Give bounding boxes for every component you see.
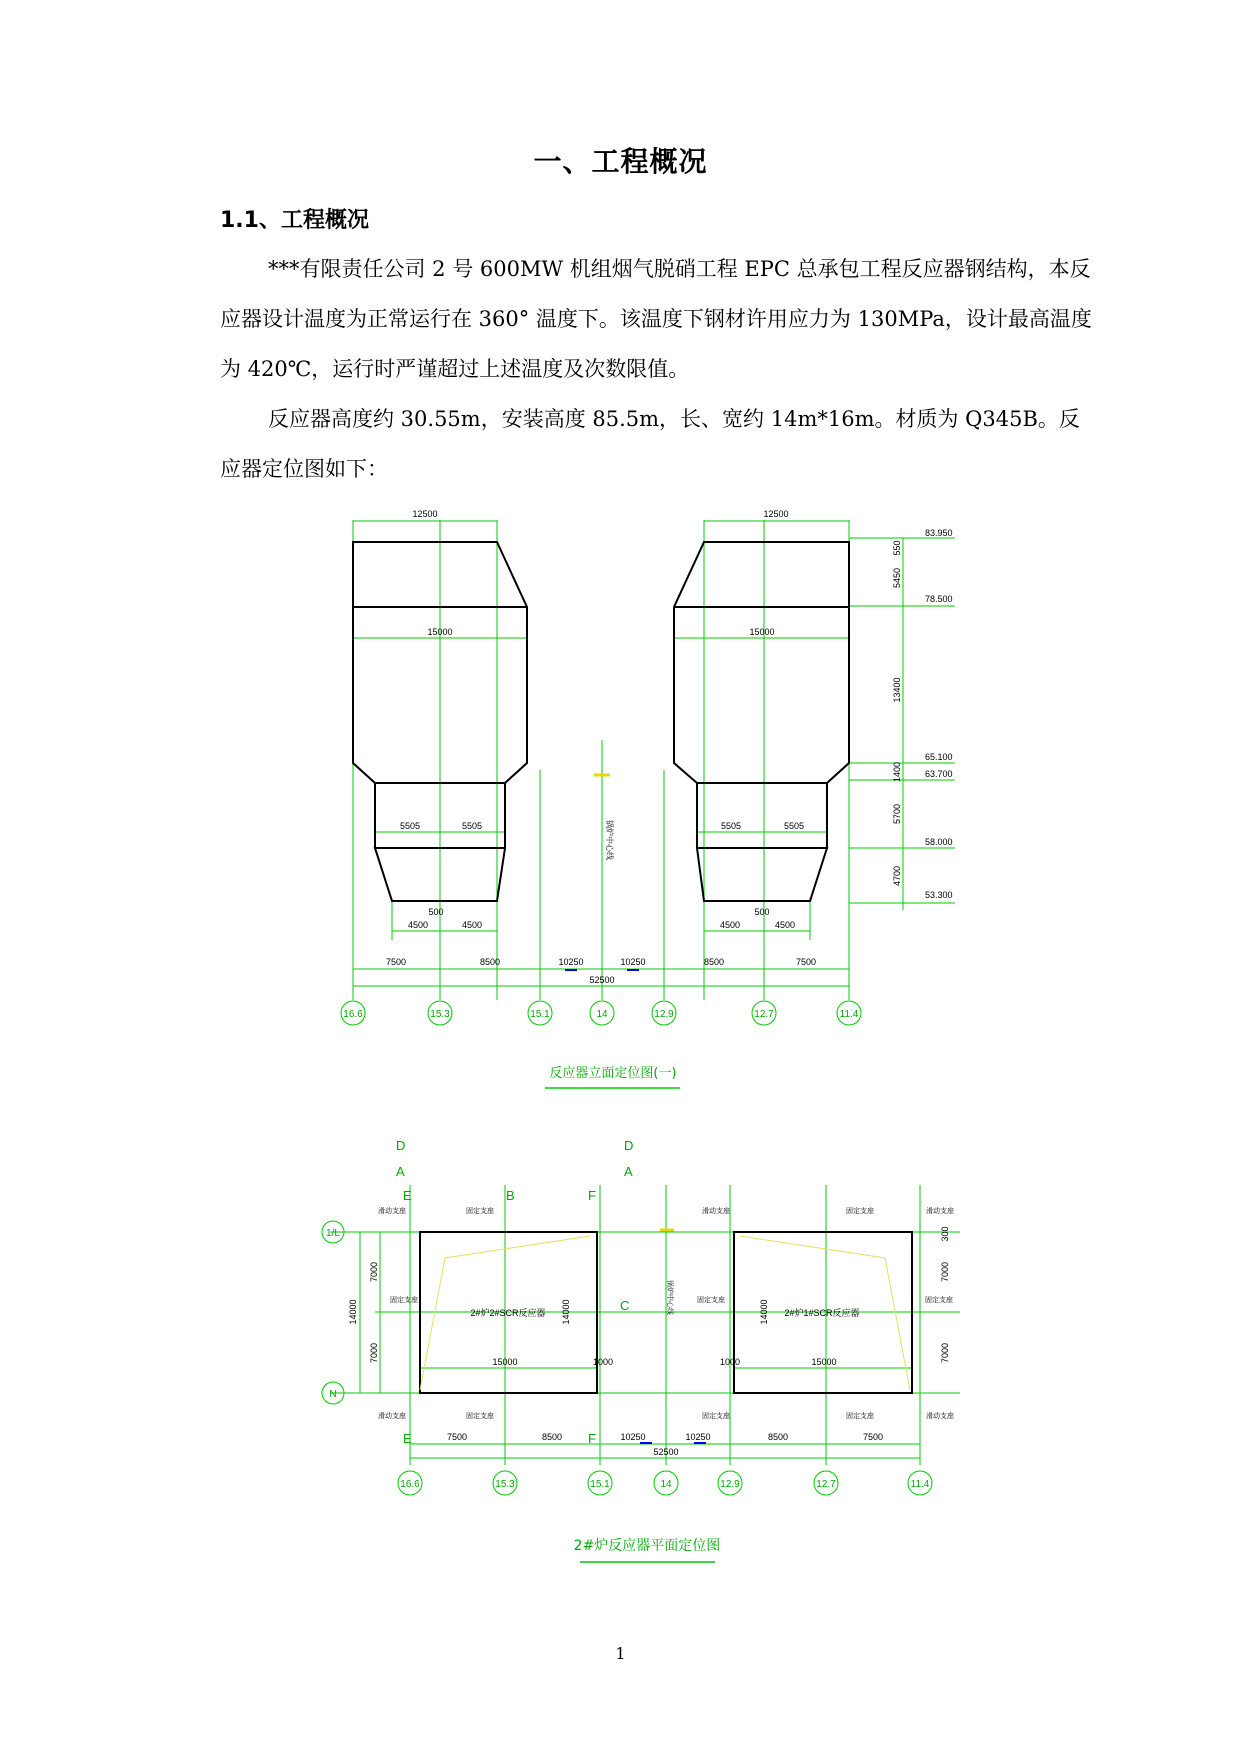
height-dim: 4700 — [892, 865, 902, 887]
half-depth-dim: 7000 — [940, 1342, 950, 1364]
hopper-width: 5505 — [399, 821, 421, 831]
document-heading: 一、工程概况 — [533, 145, 708, 178]
support-label: 固定支座 — [846, 1413, 874, 1420]
spacing-dim: 7500 — [862, 1432, 884, 1442]
axis-label: 12.9 — [654, 1009, 674, 1020]
support-label: 滑动支座 — [378, 1208, 406, 1215]
top-width-left: 12500 — [412, 509, 438, 519]
axis-label: 15.1 — [590, 1479, 610, 1490]
reactor-left-label: 2#炉2#SCR反应器 — [470, 1308, 546, 1318]
spacing-dim: 7500 — [385, 957, 407, 967]
bottom-width: 4500 — [774, 920, 796, 930]
axis-label: 11.4 — [839, 1009, 859, 1020]
offset-label: 500 — [428, 907, 444, 917]
axis-label: 12.7 — [816, 1479, 836, 1490]
right-reactor-elevation — [674, 542, 849, 901]
boiler-center-label: 锅炉中心线 — [605, 820, 614, 860]
elevation-label: 78.500 — [925, 594, 953, 604]
axis-label: 14 — [660, 1479, 672, 1490]
hopper-width: 5505 — [783, 821, 805, 831]
plan-depth-dim: 14000 — [759, 1299, 769, 1325]
axis-label: 11.4 — [910, 1479, 930, 1490]
support-label: 滑动支座 — [378, 1413, 406, 1420]
elevation-drawing — [341, 509, 955, 1088]
bottom-width: 4500 — [719, 920, 741, 930]
height-dim: 5450 — [892, 567, 902, 589]
row-label: 1/L — [326, 1228, 340, 1239]
grid-letter: F — [588, 1188, 596, 1203]
reactor-right-label: 2#炉1#SCR反应器 — [784, 1308, 860, 1318]
total-dim: 52500 — [589, 975, 615, 985]
plan-drawing — [322, 1138, 960, 1562]
plan-depth-dim: 14000 — [348, 1299, 358, 1325]
spacing-dim: 8500 — [541, 1432, 563, 1442]
height-dim: 550 — [892, 540, 902, 556]
top-offset-dim: 300 — [940, 1226, 950, 1242]
axis-label: 16.6 — [400, 1479, 420, 1490]
half-depth-dim: 7000 — [940, 1261, 950, 1283]
page-number: 1 — [615, 1644, 626, 1663]
support-label: 固定支座 — [390, 1297, 418, 1304]
support-label: 滑动支座 — [926, 1413, 954, 1420]
support-label: 固定支座 — [466, 1413, 494, 1420]
grid-letter: A — [396, 1164, 405, 1179]
paragraph-2: 反应器高度约 30.55m，安装高度 85.5m，长、宽约 14m*16m。材质为 Q345B。反应器定位图如下： — [220, 407, 1080, 481]
boiler-center-label: 锅炉中心线 — [666, 1280, 673, 1315]
elevation-label: 65.100 — [925, 752, 953, 762]
support-label: 滑动支座 — [926, 1208, 954, 1215]
plan-width-dim: 15000 — [811, 1357, 837, 1367]
section-title: 工程概况 — [280, 208, 369, 233]
grid-letter: C — [620, 1298, 630, 1313]
spacing-dim: 10250 — [558, 957, 584, 967]
support-label: 固定支座 — [702, 1413, 730, 1420]
spacing-dim: 7500 — [795, 957, 817, 967]
axis-label: 12.9 — [720, 1479, 740, 1490]
axis-label: 15.1 — [530, 1009, 550, 1020]
gap-dim: 1000 — [719, 1357, 741, 1367]
grid-letter: B — [506, 1188, 515, 1203]
axis-label: 15.3 — [495, 1479, 515, 1490]
grid-letter: E — [403, 1431, 412, 1446]
grid-letter: A — [624, 1164, 633, 1179]
paragraph-1: ***有限责任公司 2 号 600MW 机组烟气脱硝工程 EPC 总承包工程反应器钢结构，本反应器设计温度为正常运行在 360° 温度下。该温度下钢材许用应力为 130MPa，设计最高温度为 420℃，运行时严谨超过上述温度及次数限值。 — [220, 257, 1092, 381]
spacing-dim: 8500 — [767, 1432, 789, 1442]
grid-letter: F — [588, 1431, 596, 1446]
axis-label: 15.3 — [430, 1009, 450, 1020]
plan-caption: 2#炉反应器平面定位图 — [573, 1538, 721, 1554]
mid-width-left: 15000 — [427, 627, 453, 637]
half-depth-dim: 7000 — [369, 1342, 379, 1364]
support-label: 固定支座 — [846, 1208, 874, 1215]
axis-label: 14 — [596, 1009, 608, 1020]
spacing-dim: 10250 — [620, 957, 646, 967]
height-dim: 13400 — [892, 677, 902, 703]
elevation-label: 53.300 — [925, 890, 953, 900]
height-dim: 1400 — [892, 761, 902, 783]
support-label: 固定支座 — [697, 1297, 725, 1304]
support-label: 滑动支座 — [702, 1208, 730, 1215]
spacing-dim: 10250 — [620, 1432, 646, 1442]
top-width-right: 12500 — [763, 509, 789, 519]
gap-dim: 1000 — [592, 1357, 614, 1367]
offset-label: 500 — [754, 907, 770, 917]
section-number: 1.1、 — [220, 208, 281, 233]
plan-depth-dim: 14000 — [561, 1299, 571, 1325]
spacing-dim: 10250 — [685, 1432, 711, 1442]
hopper-width: 5505 — [461, 821, 483, 831]
support-label: 固定支座 — [466, 1208, 494, 1215]
grid-letter: D — [396, 1138, 406, 1153]
row-label: N — [329, 1389, 337, 1400]
elevation-label: 58.000 — [925, 837, 953, 847]
hopper-width: 5505 — [720, 821, 742, 831]
height-dim: 5700 — [892, 803, 902, 825]
spacing-dim: 7500 — [446, 1432, 468, 1442]
support-label: 固定支座 — [925, 1297, 953, 1304]
plan-width-dim: 15000 — [492, 1357, 518, 1367]
grid-letter: E — [403, 1188, 412, 1203]
grid-letter: D — [624, 1138, 634, 1153]
spacing-dim: 8500 — [479, 957, 501, 967]
elevation-caption: 反应器立面定位图(一) — [549, 1066, 677, 1081]
spacing-dim: 8500 — [703, 957, 725, 967]
axis-label: 12.7 — [754, 1009, 774, 1020]
elevation-label: 63.700 — [925, 769, 953, 779]
mid-width-right: 15000 — [749, 627, 775, 637]
bottom-width: 4500 — [407, 920, 429, 930]
elevation-label: 83.950 — [925, 528, 953, 538]
bottom-width: 4500 — [461, 920, 483, 930]
total-dim: 52500 — [653, 1447, 679, 1457]
axis-label: 16.6 — [343, 1009, 363, 1020]
half-depth-dim: 7000 — [369, 1261, 379, 1283]
